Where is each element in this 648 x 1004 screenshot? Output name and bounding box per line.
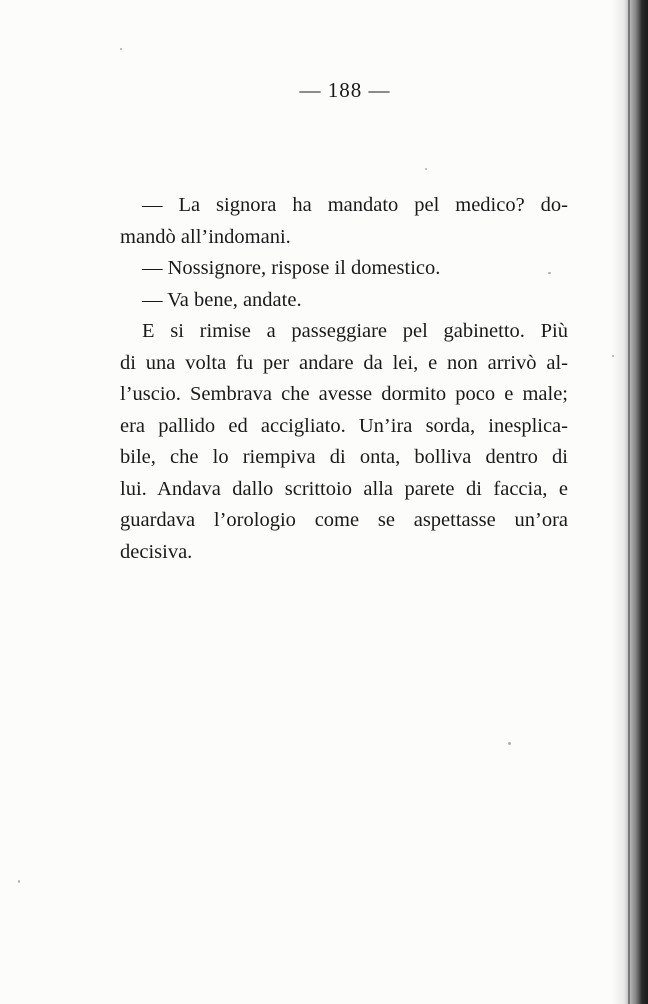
page-number: — 188 — <box>299 78 391 102</box>
page-edge-line <box>628 0 630 1004</box>
text-line: mandò all’indomani. <box>120 225 291 248</box>
text-line: lui. Andava dallo scrittoio alla parete di faccia, e <box>120 477 568 500</box>
scan-speck <box>612 355 614 357</box>
text-line: di una volta fu per andare da lei, e non arrivò al- <box>120 351 568 374</box>
text-line: E si rimise a passeggiare pel gabinetto. Più <box>142 320 568 342</box>
text-line: l’uscio. Sembrava che avesse dormito poco e male; <box>120 383 568 405</box>
text-line: era pallido ed accigliato. Un’ira sorda, inesplica- <box>120 414 568 437</box>
body-text <box>120 190 568 568</box>
text-line: — La signora ha mandato pel medico? do- <box>142 194 568 216</box>
text-line: decisiva. <box>120 540 193 563</box>
page-edge-shadow <box>612 0 648 1004</box>
text-line: — Va bene, andate. <box>142 288 302 311</box>
text-line: — Nossignore, rispose il domestico. <box>142 257 441 279</box>
scan-speck <box>120 48 122 50</box>
scan-speck <box>425 168 427 170</box>
scan-speck <box>508 742 511 745</box>
text-line: bile, che lo riempiva di onta, bolliva dentro di <box>120 446 568 468</box>
text-line: guardava l’orologio come se aspettasse un’ora <box>120 509 568 531</box>
scan-speck <box>18 880 20 883</box>
